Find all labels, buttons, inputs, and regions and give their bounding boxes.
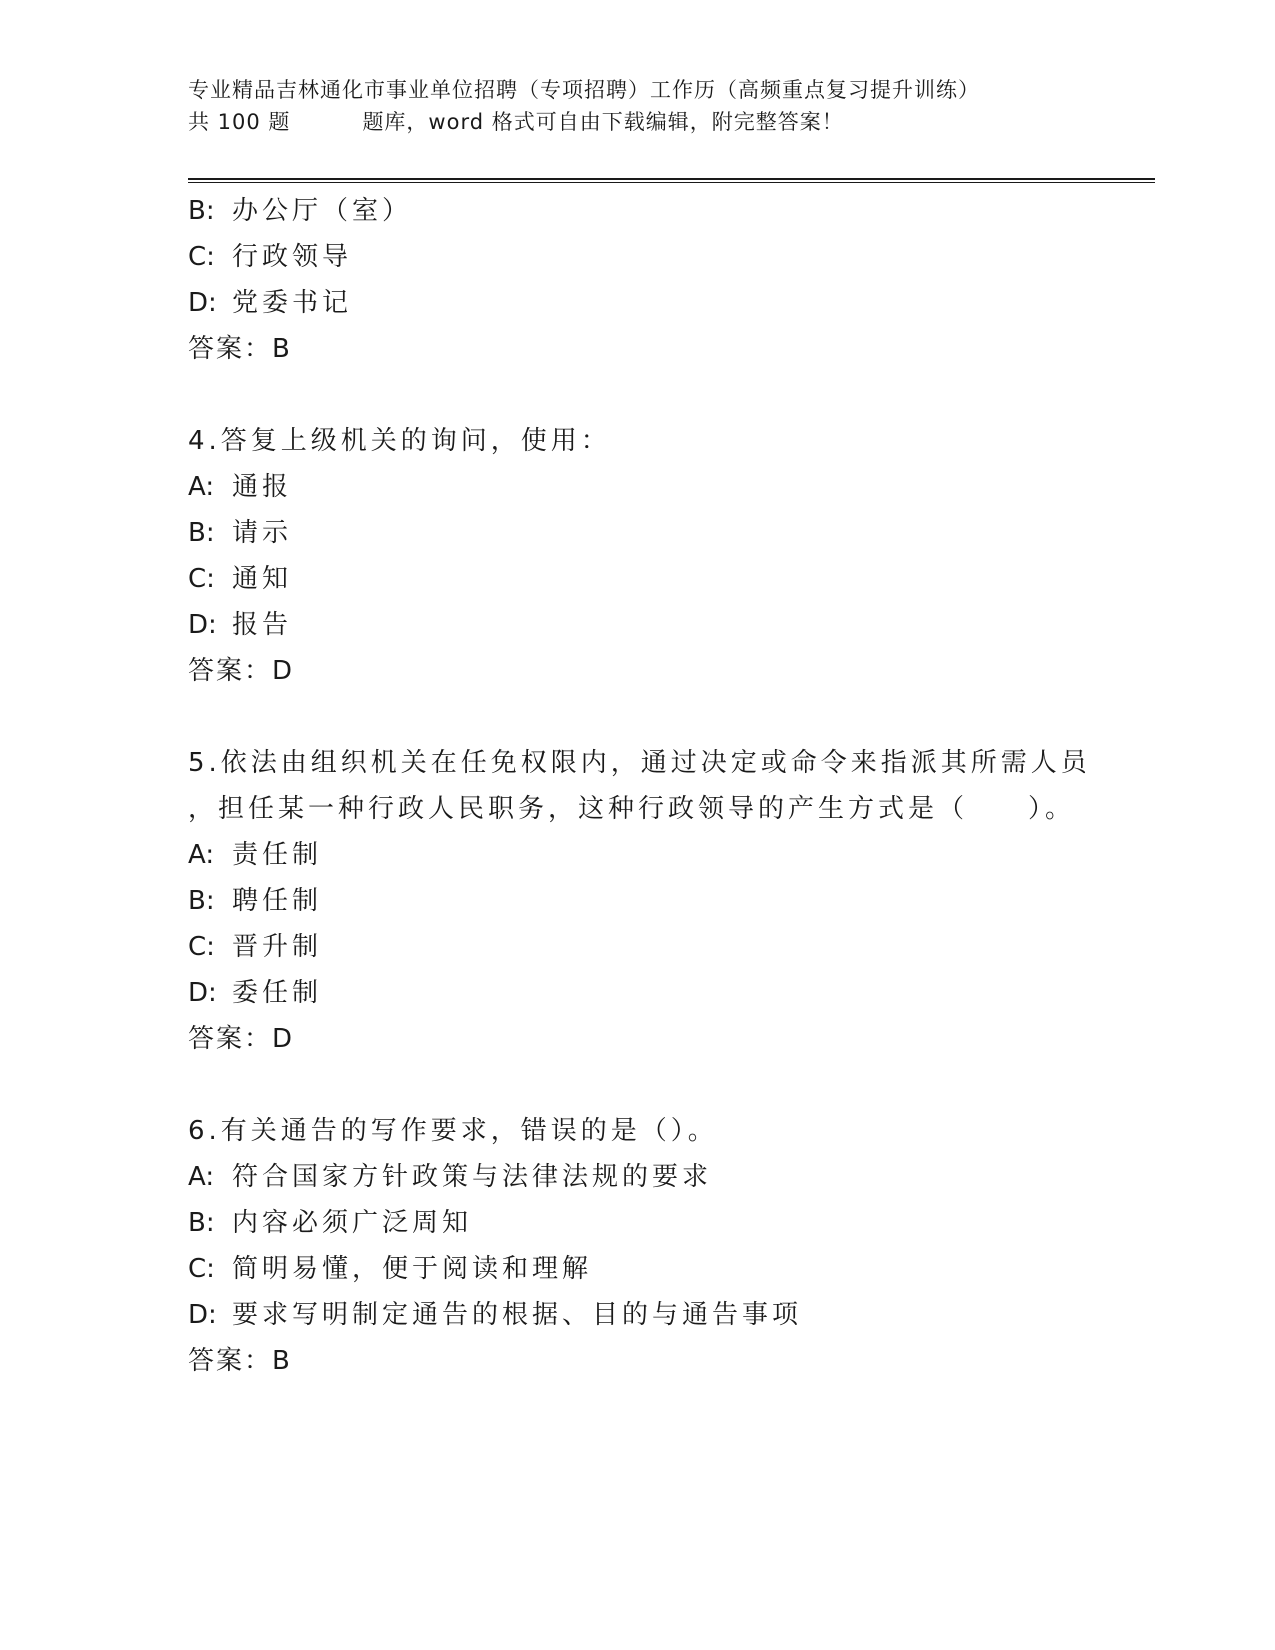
header-divider-thin [188,182,1155,183]
option-key: C: [188,564,215,594]
q5-option-a [188,832,1088,878]
option-key: D: [188,978,217,1008]
header-divider-thick [188,178,1155,180]
q5-stem-line-1: 5.依法由组织机关在任免权限内，通过决定或命令来指派其所需人员 [188,748,1091,778]
question-list [188,188,1091,1384]
option-key: C: [188,1254,215,1284]
option-key: B: [188,196,215,226]
option-key: A: [188,472,215,502]
q3-option-b [188,188,1088,234]
q5-option-c [188,924,1088,970]
header-question-count: 共 100 题 [188,110,291,134]
option-text: 办公厅（室） [232,196,413,226]
option-text: 通知 [232,564,293,594]
option-text: 责任制 [232,840,323,870]
spacer [188,694,1088,740]
option-text: 行政领导 [232,242,353,272]
q5-answer: 答案：D [188,1024,295,1054]
q6-option-a [188,1154,1088,1200]
option-text: 报告 [232,610,293,640]
q4-option-a [188,464,1088,510]
option-text: 要求写明制定通告的根据、目的与通告事项 [232,1300,803,1330]
q6-option-c [188,1246,1088,1292]
option-key: D: [188,610,217,640]
option-text: 党委书记 [232,288,353,318]
q5-option-d [188,970,1088,1016]
option-key: B: [188,518,215,548]
option-key: B: [188,1208,215,1238]
header-title: 专业精品吉林通化市事业单位招聘（专项招聘）工作历（高频重点复习提升训练） [188,78,980,102]
option-key: A: [188,1162,215,1192]
page-header [188,74,1088,138]
q3-option-c [188,234,1088,280]
spacer [188,372,1088,418]
option-text: 通报 [232,472,293,502]
option-key: A: [188,840,215,870]
question-6-block [188,1108,1088,1384]
q4-answer: 答案：D [188,656,295,686]
option-text: 请示 [232,518,293,548]
q4-option-c [188,556,1088,602]
q4-stem: 4.答复上级机关的询问，使用： [188,426,611,456]
option-text: 符合国家方针政策与法律法规的要求 [232,1162,713,1192]
option-key: C: [188,242,215,272]
q5-option-b [188,878,1088,924]
q6-option-b [188,1200,1088,1246]
q6-answer: 答案：B [188,1346,292,1376]
q4-option-b [188,510,1088,556]
question-5-block [188,740,1091,1062]
option-text: 聘任制 [232,886,323,916]
q6-option-d [188,1292,1088,1338]
question-3-block [188,188,1088,372]
option-key: D: [188,288,217,318]
option-text: 晋升制 [232,932,323,962]
q3-answer: 答案：B [188,334,292,364]
header-description: 题库，word 格式可自由下载编辑，附完整答案！ [362,110,844,134]
option-text: 委任制 [232,978,323,1008]
q4-option-d [188,602,1088,648]
spacer [188,1062,1088,1108]
option-key: C: [188,932,215,962]
header-subtitle [188,106,1088,138]
option-key: B: [188,886,215,916]
q6-stem: 6.有关通告的写作要求，错误的是（）。 [188,1116,718,1146]
question-4-block [188,418,1088,694]
option-text: 简明易懂，便于阅读和理解 [232,1254,593,1284]
q5-stem-line-2: ，担任某一种行政人民职务，这种行政领导的产生方式是（ ）。 [188,794,1076,824]
q3-option-d [188,280,1088,326]
option-key: D: [188,1300,217,1330]
option-text: 内容必须广泛周知 [232,1208,473,1238]
